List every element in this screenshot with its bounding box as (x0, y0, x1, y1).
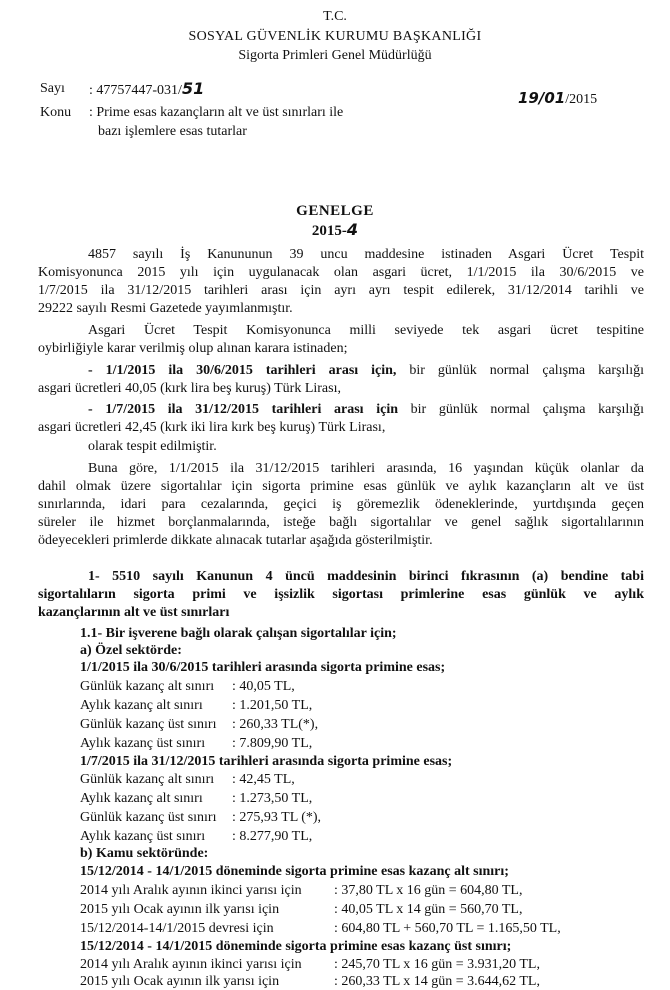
public-lower-heading: 15/12/2014 - 14/1/2015 döneminde sigorta primine esas kazanç alt sınırı; (80, 864, 509, 879)
period1-row-2-label: Günlük kazanç üst sınırı (80, 717, 217, 732)
sayi-handwritten: 51 (181, 79, 205, 98)
period1-row-0-label: Günlük kazanç alt sınırı (80, 679, 215, 694)
bullet-1-rest: bir günlük normal çalışma karşılığı (409, 363, 644, 378)
date-handwritten: 19/01 (518, 89, 566, 107)
bullet-1-bold: - 1/1/2015 ila 30/6/2015 tarihleri arası için, (88, 363, 397, 378)
section1-heading-line2: sigortalıların sigorta primi ve işsizlik sigortası primlerine esas günlük ve aylık (38, 587, 644, 602)
subsection-1-1: 1.1- Bir işverene bağlı olarak çalışan sigortalılar için; (80, 626, 397, 641)
period2-row-1-value: : 1.273,50 TL, (232, 791, 313, 806)
bullet-2-line2: asgari ücretleri 42,45 (kırk iki lira kırk beş kuruş) Türk Lirası, (38, 420, 386, 435)
period2-heading: 1/7/2015 ila 31/12/2015 tarihleri arasında sigorta primine esas; (80, 754, 453, 769)
public-upper-row-0-label: 2014 yılı Aralık ayının ikinci yarısı için (80, 957, 302, 972)
public-upper-heading: 15/12/2014 - 14/1/2015 döneminde sigorta primine esas kazanç üst sınırı; (80, 939, 512, 954)
public-lower-row-0-value: : 37,80 TL x 16 gün = 604,80 TL, (334, 883, 523, 898)
intro-p3-line3: sınırlarında, idari para cezalarında, geçici iş göremezlik ödeneklerinde, yurtdışında geçen (38, 497, 644, 512)
department-name: Sigorta Primleri Genel Müdürlüğü (238, 48, 432, 63)
intro-p1-line1: 4857 sayılı İş Kanununun 39 uncu maddesine istinaden Asgari Ücret Tespit (88, 247, 644, 262)
konu-line-1: : Prime esas kazançların alt ve üst sınırları ile (89, 105, 344, 120)
intro-p1-line2: Komisyonunca 2015 yılı için uygulanacak olan asgari ücret, 1/1/2015 ila 30/6/2015 ve (38, 265, 644, 280)
public-upper-row-1-label: 2015 yılı Ocak ayının ilk yarısı için (80, 974, 280, 989)
public-lower-row-1-value: : 40,05 TL x 14 gün = 560,70 TL, (334, 902, 523, 917)
sayi-number: : 47757447-031/ (89, 83, 182, 98)
period2-row-2-label: Günlük kazanç üst sınırı (80, 810, 217, 825)
period2-row-2-value: : 275,93 TL (*), (232, 810, 322, 825)
institution-name: SOSYAL GÜVENLİK KURUMU BAŞKANLIĞI (188, 29, 482, 44)
bullet-2-line1 (88, 401, 644, 418)
bullet-1-line2: asgari ücretleri 40,05 (kırk lira beş kuruş) Türk Lirası, (38, 381, 341, 396)
sayi-value (89, 80, 204, 99)
bullet-2-rest: bir günlük normal çalışma karşılığı (410, 402, 644, 417)
period1-row-3-label: Aylık kazanç üst sınırı (80, 736, 206, 751)
bullet-end: olarak tespit edilmiştir. (88, 439, 217, 454)
private-sector-heading: a) Özel sektörde: (80, 643, 182, 658)
period1-row-1-value: : 1.201,50 TL, (232, 698, 313, 713)
konu-line-2: bazı işlemlere esas tutarlar (98, 124, 247, 139)
period1-row-2-value: : 260,33 TL(*), (232, 717, 319, 732)
public-upper-row-1-value: : 260,33 TL x 14 gün = 3.644,62 TL, (334, 974, 540, 989)
section1-heading-line3: kazançlarının alt ve üst sınırları (38, 605, 230, 620)
intro-p3-line4: süreler ile hizmet borçlanmalarında, isteğe bağlı sigortalılar ve genel sağlık sigortalılarının (38, 515, 644, 530)
intro-p2-line2: oybirliğiyle karar verilmiş olup alınan karara istinaden; (38, 341, 348, 356)
period2-row-3-label: Aylık kazanç üst sınırı (80, 829, 206, 844)
genelge-number (0, 221, 670, 240)
konu-label: Konu (40, 105, 72, 120)
period2-row-0-value: : 42,45 TL, (232, 772, 295, 787)
period1-heading: 1/1/2015 ila 30/6/2015 tarihleri arasında sigorta primine esas; (80, 660, 446, 675)
period1-row-0-value: : 40,05 TL, (232, 679, 295, 694)
intro-p2-line1: Asgari Ücret Tespit Komisyonunca milli seviyede tek asgari ücret tespitine (88, 323, 644, 338)
period1-row-1-label: Aylık kazanç alt sınırı (80, 698, 203, 713)
period2-row-3-value: : 8.277,90 TL, (232, 829, 313, 844)
document-date (518, 90, 597, 108)
period1-row-3-value: : 7.809,90 TL, (232, 736, 313, 751)
section1-heading-line1: 1- 5510 sayılı Kanunun 4 üncü maddesinin birinci fıkrasının (a) bendine tabi (88, 569, 644, 584)
genelge-number-prefix: 2015- (311, 223, 347, 239)
sayi-label: Sayı (40, 81, 65, 96)
genelge-title: GENELGE (296, 203, 374, 219)
public-upper-row-0-value: : 245,70 TL x 16 gün = 3.931,20 TL, (334, 957, 540, 972)
public-sector-heading: b) Kamu sektöründe: (80, 846, 209, 861)
intro-p1-line4: 29222 sayılı Resmi Gazetede yayımlanmıştır. (38, 301, 293, 316)
intro-p3-line5: ödeyecekleri primlerde dikkate alınacak tutarlar aşağıda gösterilmiştir. (38, 533, 433, 548)
period2-row-1-label: Aylık kazanç alt sınırı (80, 791, 203, 806)
date-year: /2015 (565, 92, 598, 107)
period2-row-0-label: Günlük kazanç alt sınırı (80, 772, 215, 787)
public-lower-row-2-label: 15/12/2014-14/1/2015 devresi için (80, 921, 274, 936)
public-lower-row-2-value: : 604,80 TL + 560,70 TL = 1.165,50 TL, (334, 921, 561, 936)
bullet-2-bold: - 1/7/2015 ila 31/12/2015 tarihleri arası için (88, 402, 398, 417)
bullet-1-line1 (88, 362, 644, 379)
public-lower-row-0-label: 2014 yılı Aralık ayının ikinci yarısı için (80, 883, 302, 898)
public-lower-row-1-label: 2015 yılı Ocak ayının ilk yarısı için (80, 902, 280, 917)
genelge-number-handwritten: 4 (346, 220, 359, 239)
intro-p3-line2: dahil olmak üzere sigortalılar için sigorta primine esas günlük ve aylık kazançların alt ve üst (38, 479, 644, 494)
intro-p3-line1: Buna göre, 1/1/2015 ila 31/12/2015 tarihleri arasında, 16 yaşından küçük olanlar da (88, 461, 644, 476)
intro-p1-line3: 1/7/2015 ila 31/12/2015 tarihleri arası için ayrı ayrı tespit edilerek, 31/12/2014 tarihli ve (38, 283, 644, 298)
tc-heading: T.C. (323, 9, 347, 24)
